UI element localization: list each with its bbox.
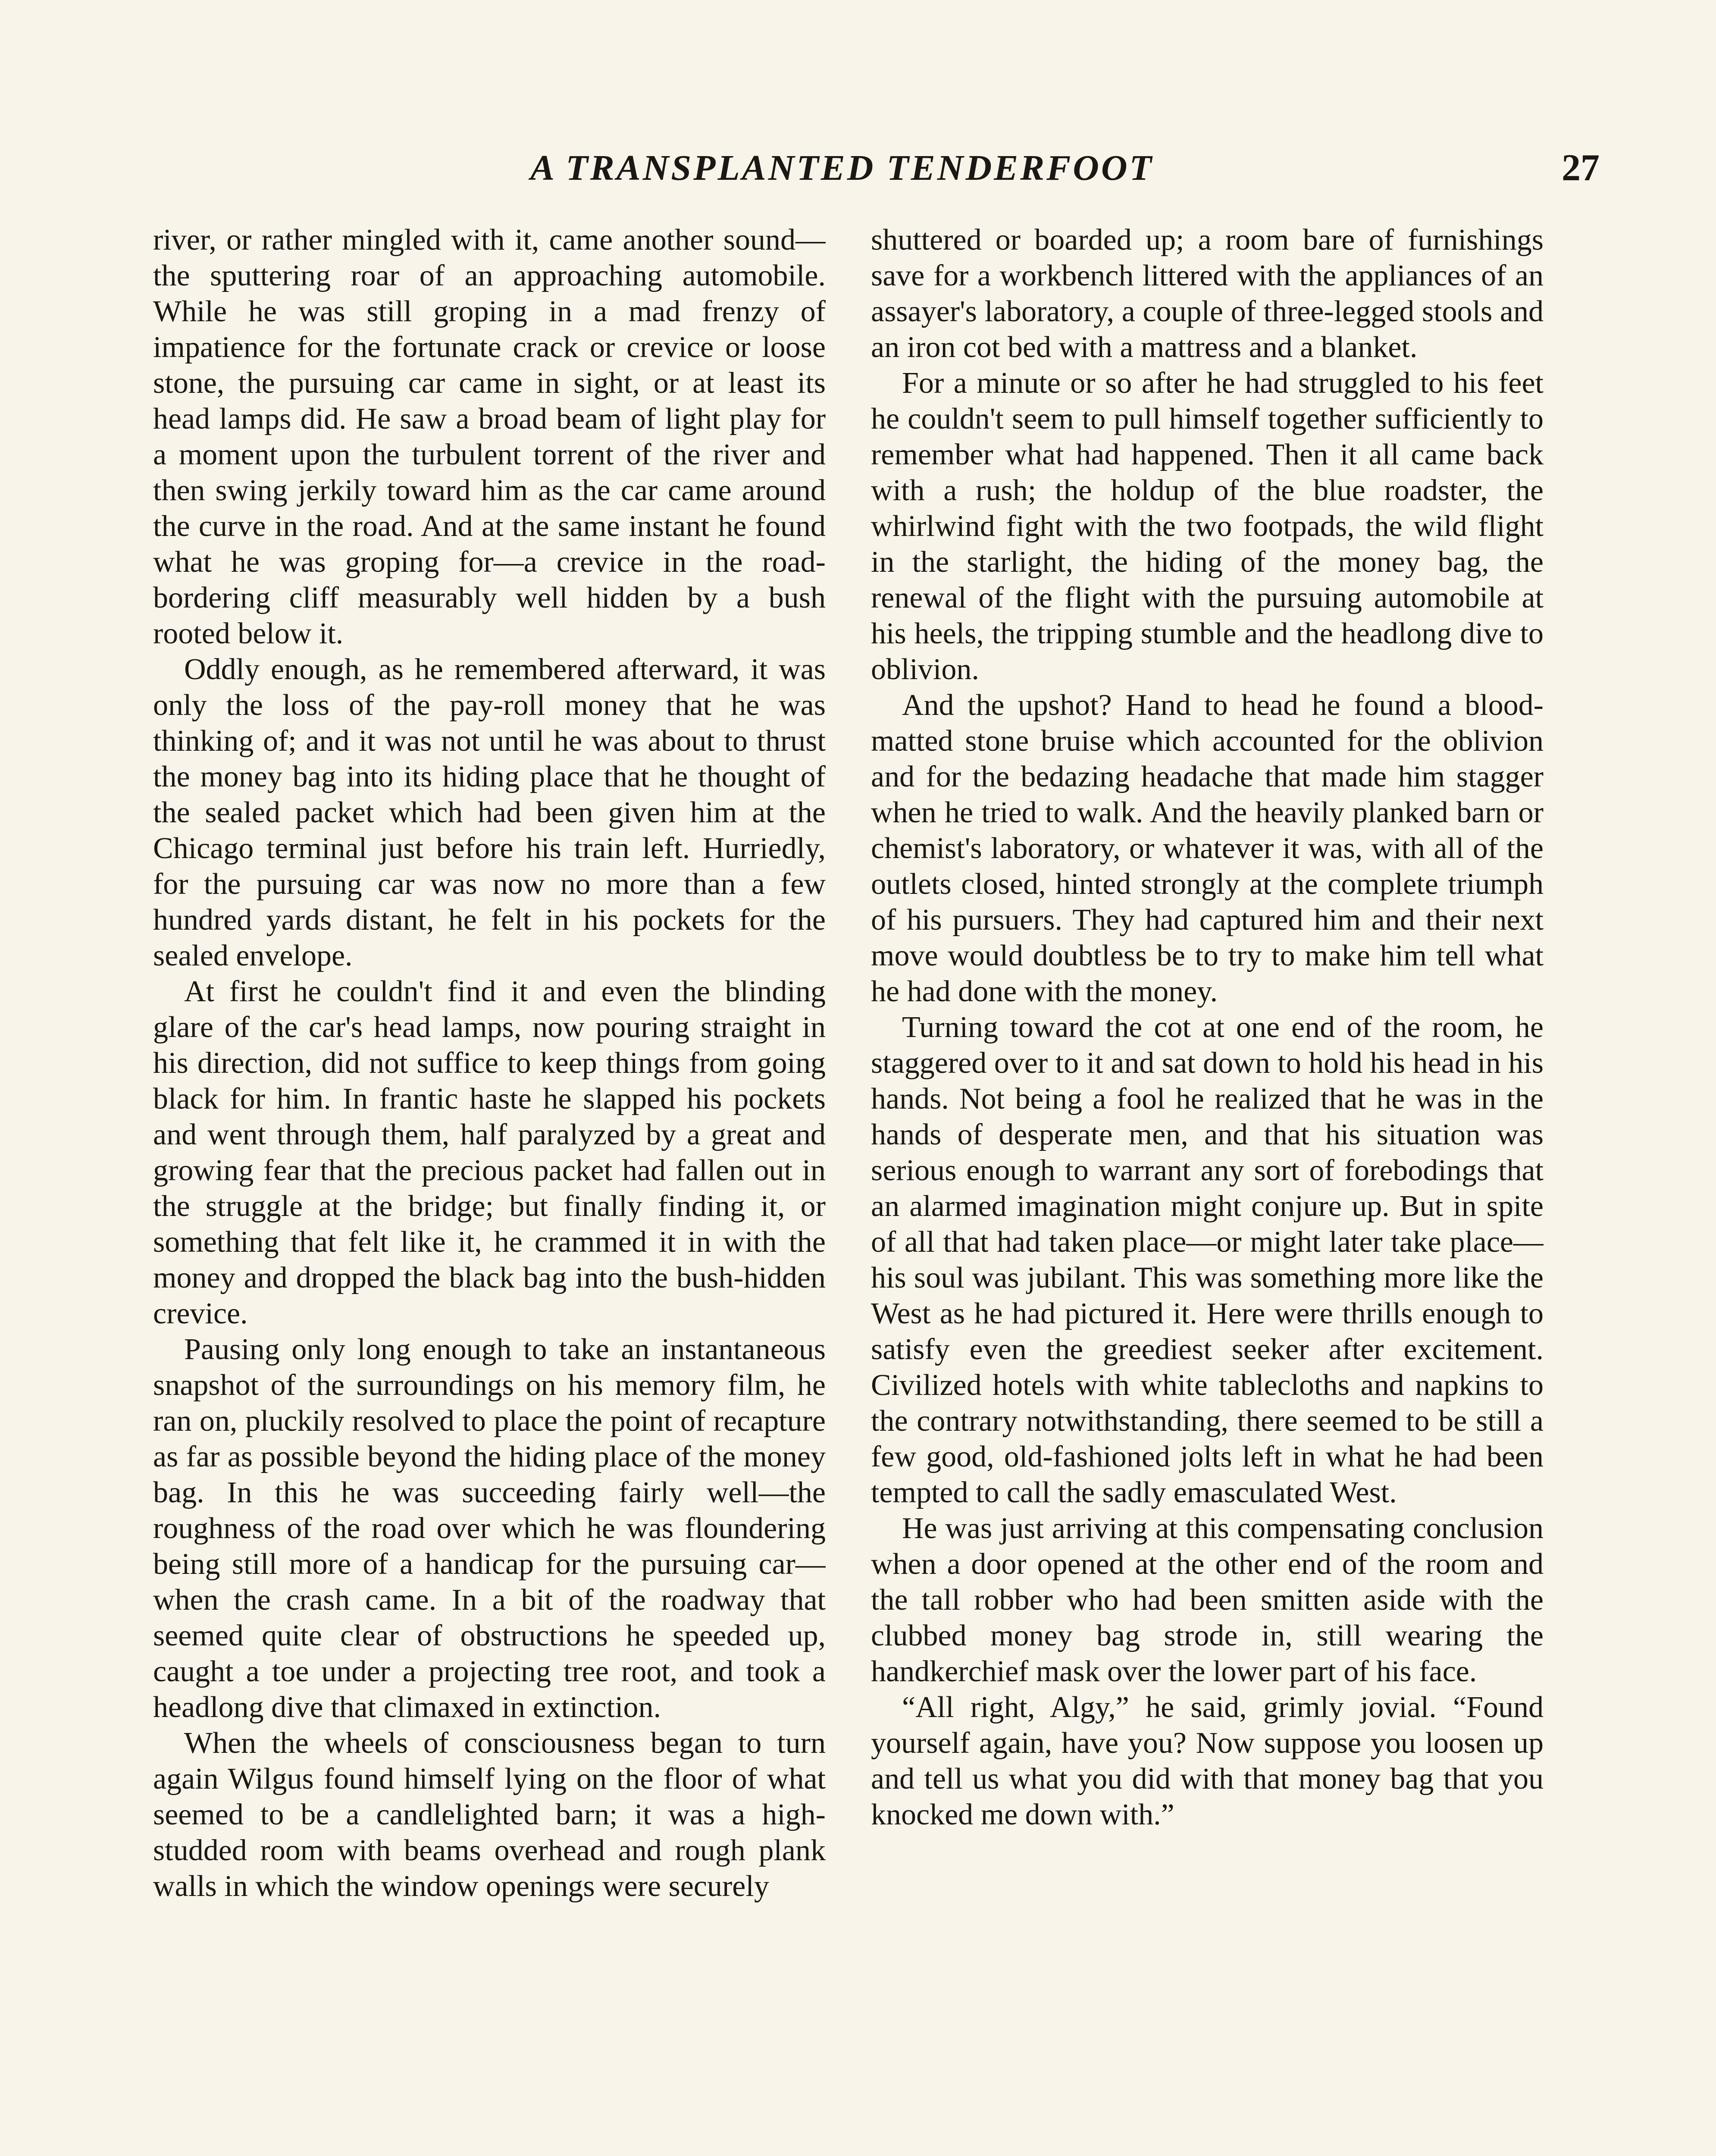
paragraph-continued: shuttered or boarded up; a room bare of furnishings save for a workbench littered with the appliances of an assayer's laboratory, a couple of three-legged stools and an iron cot bed with a mattress and a blanket. [871, 223, 1544, 364]
right-text-column [871, 222, 1544, 2156]
paragraph: Pausing only long enough to take an instantaneous snapshot of the surroundings on his memory film, he ran on, pluckily resolved to place the point of recapture as far as possible beyond the hiding place of the money bag. In this he was succeeding fairly well—the roughness of the road over which he was floundering being still more of a handicap for the pursuing car—when the crash came. In a bit of the roadway that seemed quite clear of obstructions he speeded up, caught a toe under a projecting tree root, and took a headlong dive that climaxed in extinction. [153, 1333, 826, 1724]
paragraph: He was just arriving at this compensating conclusion when a door opened at the other end of the room and the tall robber who had been smitten aside with the clubbed money bag strode in, still wearing the handkerchief mask over the lower part of his face. [871, 1512, 1544, 1688]
paragraph: At first he couldn't find it and even the blinding glare of the car's head lamps, now pouring straight in his direction, did not suffice to keep things from going black for him. In frantic haste he slapped his pockets and went through them, half paralyzed by a great and growing fear that the precious packet had fallen out in the struggle at the bridge; but finally finding it, or something that felt like it, he crammed it in with the money and dropped the black bag into the bush-hidden crevice. [153, 975, 826, 1330]
paragraph: And the upshot? Hand to head he found a blood-matted stone bruise which accounted for the oblivion and for the bedazing headache that made him stagger when he tried to walk. And the heavily planked barn or chemist's laboratory, or whatever it was, with all of the outlets closed, hinted strongly at the complete triumph of his pursuers. They had captured him and their next move would doubtless be to try to make him tell what he had done with the money. [871, 689, 1544, 1008]
running-header-title: A TRANSPLANTED TENDERFOOT [530, 148, 1154, 188]
paragraph: Oddly enough, as he remembered afterward, it was only the loss of the pay-roll money that he was thinking of; and it was not until he was about to thrust the money bag into its hiding place that he thought of the sealed packet which had been given him at the Chicago terminal just before his train left. Hurriedly, for the pursuing car was now no more than a few hundred yards distant, he felt in his pockets for the sealed envelope. [153, 653, 826, 972]
left-text-column [153, 222, 826, 2156]
paragraph: Turning toward the cot at one end of the room, he staggered over to it and sat down to hold his head in his hands. Not being a fool he realized that he was in the hands of desperate men, and that his situation was serious enough to warrant any sort of forebodings that an alarmed imagination might conjure up. But in spite of all that had taken place—or might later take place—his soul was jubilant. This was something more like the West as he had pictured it. Here were thrills enough to satisfy even the greediest seeker after excitement. Civilized hotels with white tablecloths and napkins to the contrary notwithstanding, there seemed to be still a few good, old-fashioned jolts left in what he had been tempted to call the sadly emasculated West. [871, 1011, 1544, 1509]
paragraph: For a minute or so after he had struggled to his feet he couldn't seem to pull himself together sufficiently to remember what had happened. Then it all came back with a rush; the holdup of the blue roadster, the whirlwind fight with the two footpads, the wild flight in the starlight, the hiding of the money bag, the renewal of the flight with the pursuing automobile at his heels, the tripping stumble and the headlong dive to oblivion. [871, 367, 1544, 686]
paragraph: When the wheels of consciousness began to turn again Wilgus found himself lying on the floor of what seemed to be a candlelighted barn; it was a high-studded room with beams overhead and rough plank walls in which the window openings were securely [153, 1727, 826, 1903]
paragraph-continued: river, or rather mingled with it, came another sound—the sputtering roar of an approaching automobile. While he was still groping in a mad frenzy of impatience for the fortunate crack or crevice or loose stone, the pursuing car came in sight, or at least its head lamps did. He saw a broad beam of light play for a moment upon the turbulent torrent of the river and then swing jerkily toward him as the car came around the curve in the road. And at the same instant he found what he was groping for—a crevice in the road-bordering cliff measurably well hidden by a bush rooted below it. [153, 223, 826, 650]
page-number: 27 [1562, 147, 1600, 189]
paragraph: “All right, Algy,” he said, grimly jovial. “Found yourself again, have you? Now suppose you loosen up and tell us what you did with that money bag that you knocked me down with.” [871, 1691, 1544, 1831]
